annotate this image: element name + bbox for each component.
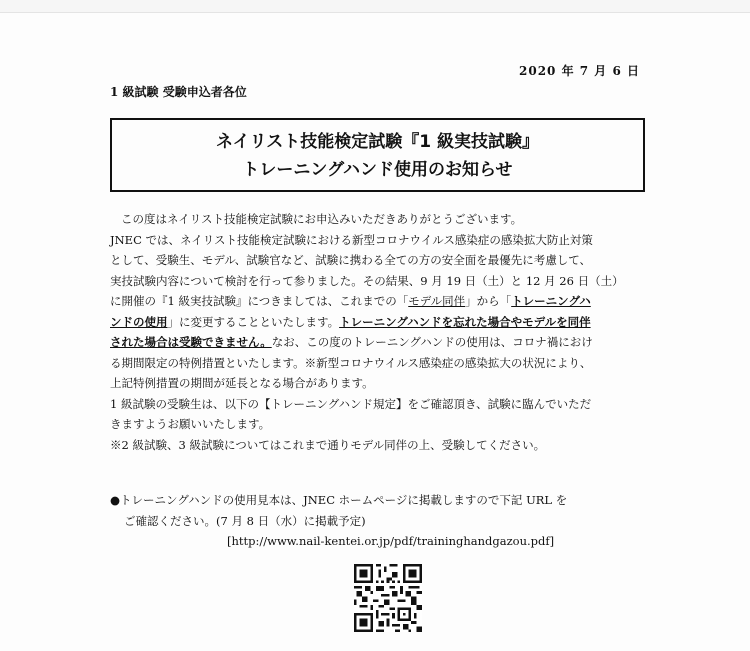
body-line: JNEC では、ネイリスト技能検定試験における新型コロナウイルス感染症の感染拡大防止対策 — [110, 232, 593, 247]
body-line — [110, 332, 650, 353]
body-line — [110, 291, 650, 312]
warning-emphasis: された場合は受験できません。 — [110, 335, 272, 349]
qr-code-icon[interactable] — [354, 564, 422, 632]
training-hand-emphasis: トレーニングハ — [511, 294, 591, 308]
body-line: ※2 級試験、3 級試験についてはこれまで通りモデル同伴の上、受験してください。 — [110, 437, 546, 452]
body-line: 1 級試験の受験生は、以下の【トレーニングハンド規定】をご確認頂き、試験に臨んでいただ — [110, 396, 592, 411]
viewer-top-strip — [0, 0, 750, 13]
body-text — [110, 209, 650, 455]
title-line-2: トレーニングハンド使用のお知らせ — [242, 160, 513, 180]
body-span: に開催の『1 級実技試験』につきましては、これまでの「 — [110, 294, 409, 308]
body-span: なお、この度のトレーニングハンドの使用は、コロナ禍におけ — [271, 335, 593, 349]
training-hand-emphasis: ンドの使用 — [110, 314, 168, 329]
body-line — [110, 312, 650, 333]
addressee: 1 級試験 受験申込者各位 — [110, 85, 247, 99]
body-span: 」から「 — [465, 294, 512, 308]
warning-emphasis: トレーニングハンドを忘れた場合やモデルを同伴 — [339, 314, 591, 329]
body-line: 実技試験内容について検討を行って参りました。その結果、9 月 19 日（土）と 12 月 26 日（土） — [110, 273, 624, 288]
body-line: この度はネイリスト技能検定試験にお申込みいただきありがとうございます。 — [121, 212, 523, 226]
body-line: きますようお願いいたします。 — [110, 417, 271, 431]
body-line: る期間限定の特例措置といたします。※新型コロナウイルス感染症の感染拡大の状況により、 — [110, 355, 592, 370]
sample-url-link[interactable]: [http://www.nail-kentei.or.jp/pdf/traininghandgazou.pdf] — [227, 534, 555, 548]
body-line: 上記特例措置の期間が延長となる場合があります。 — [110, 376, 374, 390]
body-line: として、受験生、モデル、試験官など、試験に携わる全ての方の安全面を最優先に考慮して、 — [110, 253, 592, 267]
notice-line — [110, 490, 650, 511]
notice-section — [110, 490, 650, 531]
issue-date: 2020 年 7 月 6 日 — [519, 64, 640, 78]
title-line-1: ネイリスト技能検定試験『1 級実技試験』 — [215, 132, 540, 152]
model-accompany-text: モデル同伴 — [408, 294, 466, 308]
body-span: 」に変更することといたします。 — [167, 314, 340, 329]
notice-line: ご確認ください。(7 月 8 日（水）に掲載予定) — [124, 513, 366, 528]
bullet-icon: ● — [110, 493, 121, 507]
notice-text: トレーニングハンドの使用見本は、JNEC ホームページに掲載しますので下記 URL を — [120, 493, 568, 507]
title-box — [110, 118, 645, 192]
